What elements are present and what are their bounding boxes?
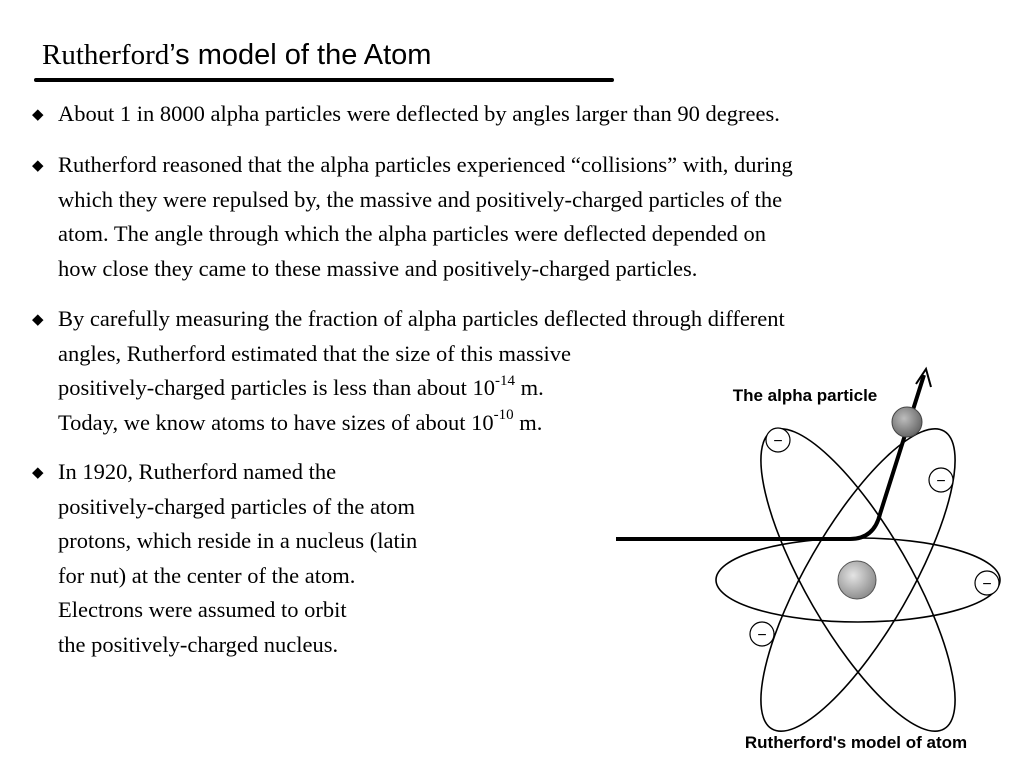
electron bbox=[975, 571, 999, 595]
bullet-line: Electrons were assumed to orbit bbox=[58, 597, 347, 622]
title-rutherford: Rutherford bbox=[42, 39, 170, 71]
svg-text:−: − bbox=[773, 433, 783, 450]
bullet-line: positively-charged particles of the atom bbox=[58, 493, 415, 519]
exponent: -14 bbox=[494, 372, 515, 389]
title-underline bbox=[34, 78, 614, 82]
bullet-line: Rutherford reasoned that the alpha particles experienced “collisions” with, during bbox=[58, 152, 793, 177]
svg-text:−: − bbox=[982, 576, 992, 593]
electron bbox=[929, 468, 953, 492]
atom-model-figure bbox=[612, 358, 1022, 764]
diamond-bullet-icon: ◆ bbox=[32, 310, 44, 328]
bullet-line: how close they came to these massive and positively-charged particles. bbox=[58, 255, 698, 281]
alpha-particle bbox=[892, 407, 922, 437]
text-segment: positively-charged particles is less than about 10 bbox=[58, 375, 495, 400]
bullet-line: By carefully measuring the fraction of alpha particles deflected through different bbox=[58, 306, 785, 331]
exponent: -10 bbox=[493, 407, 514, 423]
svg-text:−: − bbox=[936, 473, 946, 490]
svg-text:−: − bbox=[757, 627, 767, 644]
electron bbox=[750, 622, 774, 646]
bullet-line: which they were repulsed by, the massive and positively-charged particles of the bbox=[58, 186, 783, 212]
bullet-line: atom. The angle through which the alpha particles were deflected depended on bbox=[58, 221, 767, 246]
text-segment: m. bbox=[513, 409, 543, 435]
diamond-bullet-icon: ◆ bbox=[32, 156, 44, 174]
title-rest: ’s model of the Atom bbox=[169, 39, 432, 71]
bullet-line: protons, which reside in a nucleus (latin bbox=[58, 528, 418, 553]
bullet-protons bbox=[32, 455, 417, 662]
bullet-line: angles, Rutherford estimated that the size of this massive bbox=[58, 340, 571, 366]
label-alpha-particle: The alpha particle bbox=[732, 386, 878, 405]
bullet-collisions bbox=[32, 148, 793, 286]
nucleus bbox=[838, 561, 876, 599]
diamond-bullet-icon: ◆ bbox=[32, 105, 44, 123]
electron bbox=[766, 428, 790, 452]
diamond-bullet-icon: ◆ bbox=[32, 463, 44, 481]
bullet-line: for nut) at the center of the atom. bbox=[58, 562, 356, 588]
bullet-deflection-fraction bbox=[32, 97, 780, 132]
bullet-line: the positively-charged nucleus. bbox=[58, 631, 339, 657]
text-segment: m. bbox=[514, 375, 544, 400]
text-segment: Today, we know atoms to have sizes of about 10 bbox=[58, 409, 494, 435]
bullet-line: About 1 in 8000 alpha particles were deflected by angles larger than 90 degrees. bbox=[58, 101, 780, 126]
label-rutherford-model: Rutherford's model of atom bbox=[744, 733, 968, 752]
atom-model-diagram bbox=[612, 358, 1022, 764]
slide-title bbox=[42, 36, 431, 74]
bullet-line: In 1920, Rutherford named the bbox=[58, 459, 337, 484]
